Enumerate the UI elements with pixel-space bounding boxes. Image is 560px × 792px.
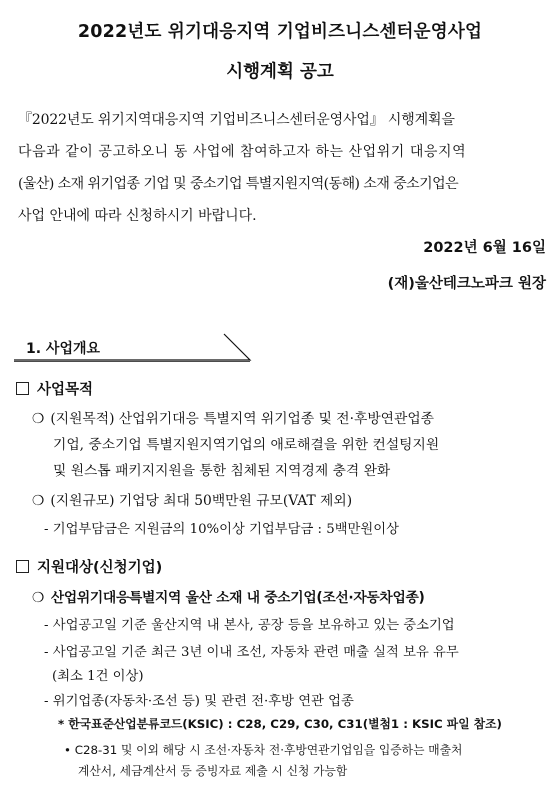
target-sub-line: (최소 1건 이상) <box>52 669 144 684</box>
section-header <box>14 332 254 362</box>
document-title-line2: 시행계획 공고 <box>226 62 334 82</box>
circle-bullet-icon: ❍ <box>32 411 45 427</box>
subsection-label: 지원대상(신청기업) <box>37 560 163 576</box>
scale-item <box>32 488 547 514</box>
purpose-line: 및 원스톱 패키지지원을 통한 침체된 지역경제 충격 완화 <box>53 463 391 479</box>
subsection-heading-purpose <box>16 378 93 399</box>
section-title: 1. 사업개요 <box>26 341 101 357</box>
circle-bullet-icon: ❍ <box>32 493 45 509</box>
checkbox-square-icon <box>16 560 29 573</box>
purpose-item <box>32 406 547 484</box>
intro-line: (울산) 소재 위기업종 기업 및 중소기업 특별지원지역(동해) 소재 중소기업은 <box>18 176 459 192</box>
document-title-line1: 2022년도 위기대응지역 기업비즈니스센터운영사업 <box>77 22 483 42</box>
subsection-heading-target <box>16 556 162 577</box>
subsection-label: 사업목적 <box>37 382 94 398</box>
scale-text: (지원규모) 기업당 최대 50백만원 규모(VAT 제외) <box>50 493 353 509</box>
ksic-note: * 한국표준산업분류코드(KSIC) : C28, C29, C30, C31(별첨1 : KSIC 파일 참조) <box>58 717 502 731</box>
target-main-text: 산업위기대응특별지역 울산 소재 내 중소기업(조선·자동차업종) <box>50 590 425 606</box>
target-sub-line: - 사업공고일 기준 최근 3년 이내 조선, 자동차 관련 매출 실적 보유 유무 <box>44 645 459 660</box>
scale-note: - 기업부담금은 지원금의 10%이상 기업부담금 : 5백만원이상 <box>44 522 399 537</box>
target-sub-line: - 사업공고일 기준 울산지역 내 본사, 공장 등을 보유하고 있는 중소기업 <box>44 618 455 633</box>
intro-line: 사업 안내에 따라 신청하시기 바랍니다. <box>18 208 257 224</box>
checkbox-square-icon <box>16 382 29 395</box>
extra-note-line: 계산서, 세금계산서 등 증빙자료 제출 시 신청 가능함 <box>78 764 348 778</box>
intro-paragraph <box>18 104 548 232</box>
extra-note-line: • C28-31 및 이외 해당 시 조선·자동차 전·후방연관기업임을 입증하는 매출처 <box>64 743 463 757</box>
intro-line: 다음과 같이 공고하오니 동 사업에 참여하고자 하는 산업위기 대응지역 <box>18 144 467 160</box>
circle-bullet-icon: ❍ <box>32 590 45 606</box>
intro-line: 『2022년도 위기지역대응지역 기업비즈니스센터운영사업』 시행계획을 <box>18 112 455 128</box>
purpose-line: 기업, 중소기업 특별지원지역기업의 애로해결을 위한 컨설팅지원 <box>53 437 440 453</box>
announcement-date: 2022년 6월 16일 <box>423 240 546 256</box>
issuing-organization: (재)울산테크노파크 원장 <box>387 276 546 292</box>
target-main-item <box>32 585 547 611</box>
purpose-line: (지원목적) 산업위기대응 특별지역 위기업종 및 전·후방연관업종 <box>50 411 434 427</box>
target-sub-line: - 위기업종(자동차·조선 등) 및 관련 전·후방 연관 업종 <box>44 694 354 709</box>
